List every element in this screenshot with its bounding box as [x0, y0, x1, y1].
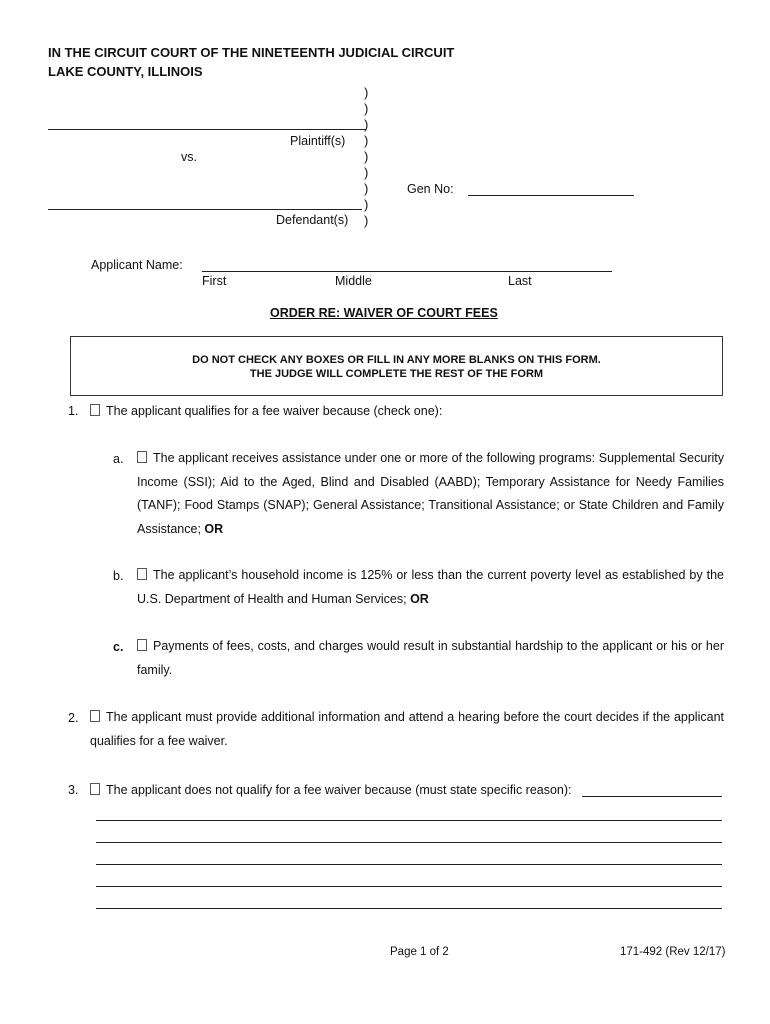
caption-paren: ): [364, 197, 369, 212]
item-3-checkbox[interactable]: [90, 783, 100, 795]
item-c: [137, 635, 724, 682]
item-a-or: OR: [204, 521, 224, 536]
applicant-name-field[interactable]: [202, 271, 612, 272]
plaintiff-label: Plaintiff(s): [290, 134, 346, 148]
item-a-letter: a.: [113, 452, 124, 466]
item-3-text: The applicant does not qualify for a fee waiver because (must state specific reason):: [106, 783, 572, 797]
item-2-text: The applicant must provide additional information and attend a hearing before the court decides if the applicant qualifies for a fee waiver.: [90, 710, 724, 748]
versus-label: vs.: [181, 150, 197, 164]
reason-field[interactable]: [582, 796, 722, 797]
form-number: 171-492 (Rev 12/17): [620, 946, 726, 958]
plaintiff-name-line[interactable]: [48, 129, 366, 130]
item-a-text: The applicant receives assistance under one or more of the following programs: Supplemental Security Income (SSI); Aid to the Aged, Blind and Disabled (AABD); Temporary Assistance for Needy Families (TANF); Food Stamps (SNAP); General Assistance; Transitional Assistance; or State Children and Family Assistance;: [137, 451, 724, 536]
item-3-number: 3.: [68, 783, 79, 797]
order-title: ORDER RE: WAIVER OF COURT FEES: [270, 306, 498, 320]
caption-paren: ): [364, 181, 369, 196]
item-c-letter: c.: [113, 640, 124, 654]
item-a: [137, 447, 724, 541]
caption-paren: ): [364, 213, 369, 228]
middle-name-caption: Middle: [335, 274, 372, 288]
item-1-number: 1.: [68, 404, 79, 418]
item-1: [90, 404, 442, 418]
item-2-checkbox[interactable]: [90, 710, 100, 722]
notice-line-1: DO NOT CHECK ANY BOXES OR FILL IN ANY MORE BLANKS ON THIS FORM.: [192, 354, 601, 366]
item-b-text: The applicant’s household income is 125% or less than the current poverty level as established by the U.S. Department of Health and Human Services;: [137, 568, 724, 606]
applicant-name-label: Applicant Name:: [91, 258, 183, 272]
gen-no-label: Gen No:: [407, 182, 454, 196]
notice-box: [70, 336, 723, 396]
caption-paren: ): [364, 85, 369, 100]
caption-paren: ): [364, 165, 369, 180]
page-number: Page 1 of 2: [390, 946, 449, 958]
item-2: [90, 706, 724, 753]
item-a-checkbox[interactable]: [137, 451, 147, 463]
item-b-letter: b.: [113, 569, 124, 583]
court-name: IN THE CIRCUIT COURT OF THE NINETEENTH JUDICIAL CIRCUIT: [48, 45, 455, 60]
caption-paren: ): [364, 117, 369, 132]
caption-paren: ): [364, 101, 369, 116]
county-name: LAKE COUNTY, ILLINOIS: [48, 64, 203, 79]
last-name-caption: Last: [508, 274, 532, 288]
item-3: [90, 783, 572, 797]
reason-line[interactable]: [96, 908, 722, 909]
defendant-label: Defendant(s): [276, 213, 349, 227]
reason-line[interactable]: [96, 864, 722, 865]
gen-no-field[interactable]: [468, 195, 634, 196]
item-b-checkbox[interactable]: [137, 568, 147, 580]
notice-line-2: THE JUDGE WILL COMPLETE THE REST OF THE FORM: [249, 368, 544, 380]
item-1-text: The applicant qualifies for a fee waiver because (check one):: [106, 404, 443, 418]
reason-line[interactable]: [96, 886, 722, 887]
item-2-number: 2.: [68, 711, 79, 725]
reason-line[interactable]: [96, 842, 722, 843]
caption-paren: ): [364, 133, 369, 148]
caption-paren: ): [364, 149, 369, 164]
item-b-or: OR: [410, 591, 429, 606]
reason-line[interactable]: [96, 820, 722, 821]
item-c-text: Payments of fees, costs, and charges would result in substantial hardship to the applicant or his or her family.: [137, 639, 724, 677]
item-1-checkbox[interactable]: [90, 404, 100, 416]
first-name-caption: First: [202, 274, 227, 288]
item-b: [137, 564, 724, 611]
item-c-checkbox[interactable]: [137, 639, 147, 651]
defendant-name-line[interactable]: [48, 209, 362, 210]
